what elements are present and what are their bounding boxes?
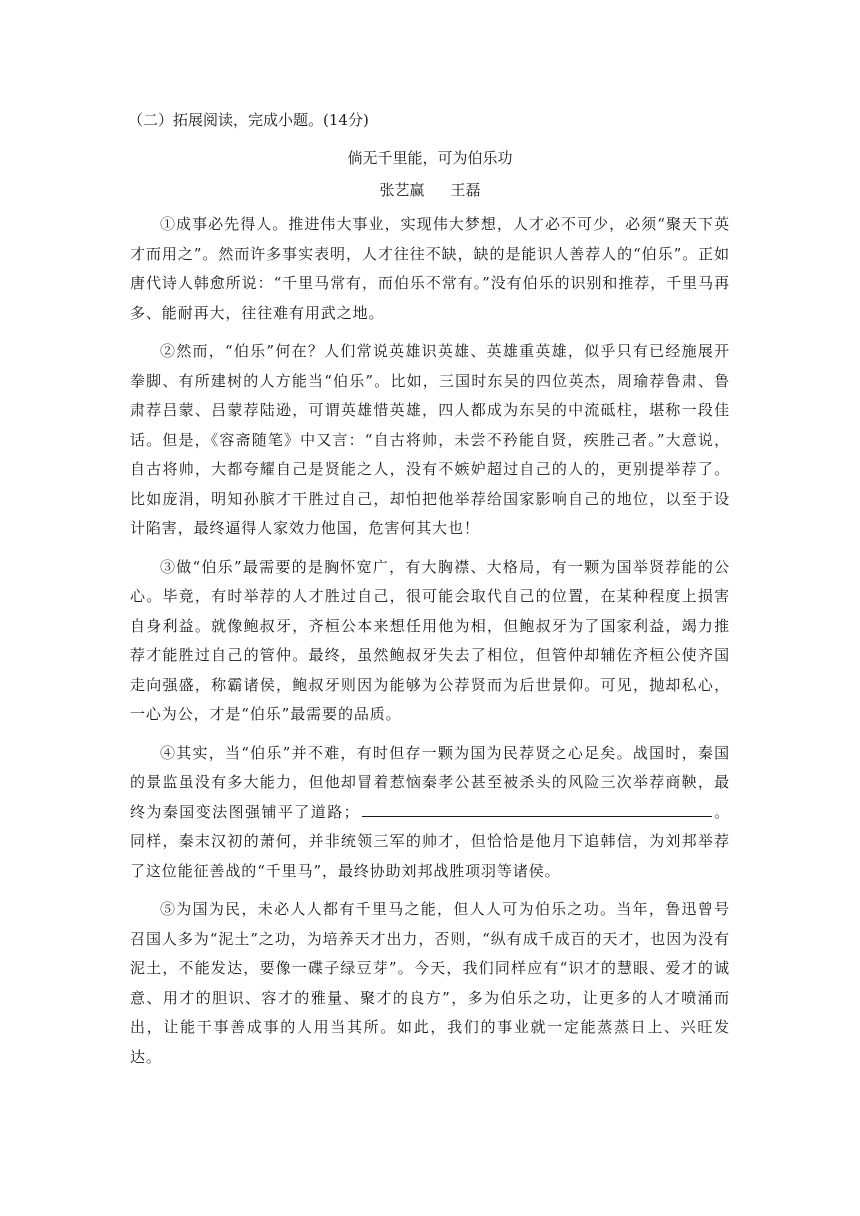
paragraph-4 [130, 739, 730, 887]
paragraph-5: ⑤为国为民，未必人人都有千里马之能，但人人可为伯乐之功。当年，鲁迅曾号召国人多为“泥土”之功，为培养天才出力，否则，“纵有成千成百的天才，也因为没有泥土，不能发达，要像一碟子绿豆芽”。今天，我们同样应有“识才的慧眼、爱才的诚意、用才的胆识、容才的雅量、聚才的良方”，多为伯乐之功，让更多的人才喷涌而出，让能干事善成事的人用当其所。如此，我们的事业就一定能蒸蒸日上、兴旺发达。 [130, 900, 730, 1066]
fill-in-blank[interactable] [362, 800, 712, 817]
paragraph-4-before-blank: ④其实，当“伯乐”并不难，有时但存一颗为国为民荐贤之心足矣。战国时，秦国的景监虽没有多大能力，但他却冒着惹恼秦孝公甚至被杀头的风险三次举荐商鞅，最终为秦国变法图强铺平了道路； [130, 743, 730, 821]
author-name: 王磊 [450, 181, 481, 199]
article-title: 倘无千里能，可为伯乐功 [347, 149, 513, 167]
article-authors [130, 178, 730, 202]
paragraph-3: ③做“伯乐”最需要的是胸怀宽广，有大胸襟、大格局，有一颗为国举贤荐能的公心。毕竟，有时举荐的人才胜过自己，很可能会取代自己的位置，在某种程度上损害自身利益。就像鲍叔牙，齐桓公本来想任用他为相，但鲍叔牙为了国家利益，竭力推荐才能胜过自己的管仲。最终，虽然鲍叔牙失去了相位，但管仲却辅佐齐桓公使齐国走向强盛，称霸诸侯，鲍叔牙则因为能够为公荐贤而为后世景仰。可见，抛却私心，一心为公，才是“伯乐”最需要的品质。 [130, 557, 730, 723]
section-heading: （二）拓展阅读，完成小题。(14分) [128, 111, 369, 129]
paragraph-2: ②然而，“伯乐”何在？人们常说英雄识英雄、英雄重英雄，似乎只有已经施展开拳脚、有所建树的人方能当“伯乐”。比如，三国时东吴的四位英杰，周瑜荐鲁肃、鲁肃荐吕蒙、吕蒙荐陆逊，可谓英雄惜英雄，四人都成为东吴的中流砥柱，堪称一段佳话。但是，《容斋随笔》中又言：“自古将帅，未尝不矜能自贤，疾胜己者。”大意说，自古将帅，大都夸耀自己是贤能之人，没有不嫉妒超过自己的人的，更别提举荐了。比如庞涓，明知孙膑才干胜过自己，却怕把他举荐给国家影响自己的地位，以至于设计陷害，最终逼得人家效力他国，危害何其大也！ [130, 342, 730, 537]
paragraph-4-after-blank: 。同样，秦末汉初的萧何，并非统领三军的帅才，但恰恰是他月下追韩信，为刘邦举荐了这位能征善战的“千里马”，最终协助刘邦战胜项羽等诸侯。 [130, 802, 730, 880]
author-name: 张艺赢 [379, 181, 425, 199]
paragraph-1: ①成事必先得人。推进伟大事业，实现伟大梦想，人才必不可少，必须“聚天下英才而用之”。然而许多事实表明，人才往往不缺，缺的是能识人善荐人的“伯乐”。正如唐代诗人韩愈所说：“千里马常有，而伯乐不常有。”没有伯乐的识别和推荐，千里马再多、能耐再大，往往难有用武之地。 [130, 215, 730, 322]
document-page [130, 108, 730, 1081]
